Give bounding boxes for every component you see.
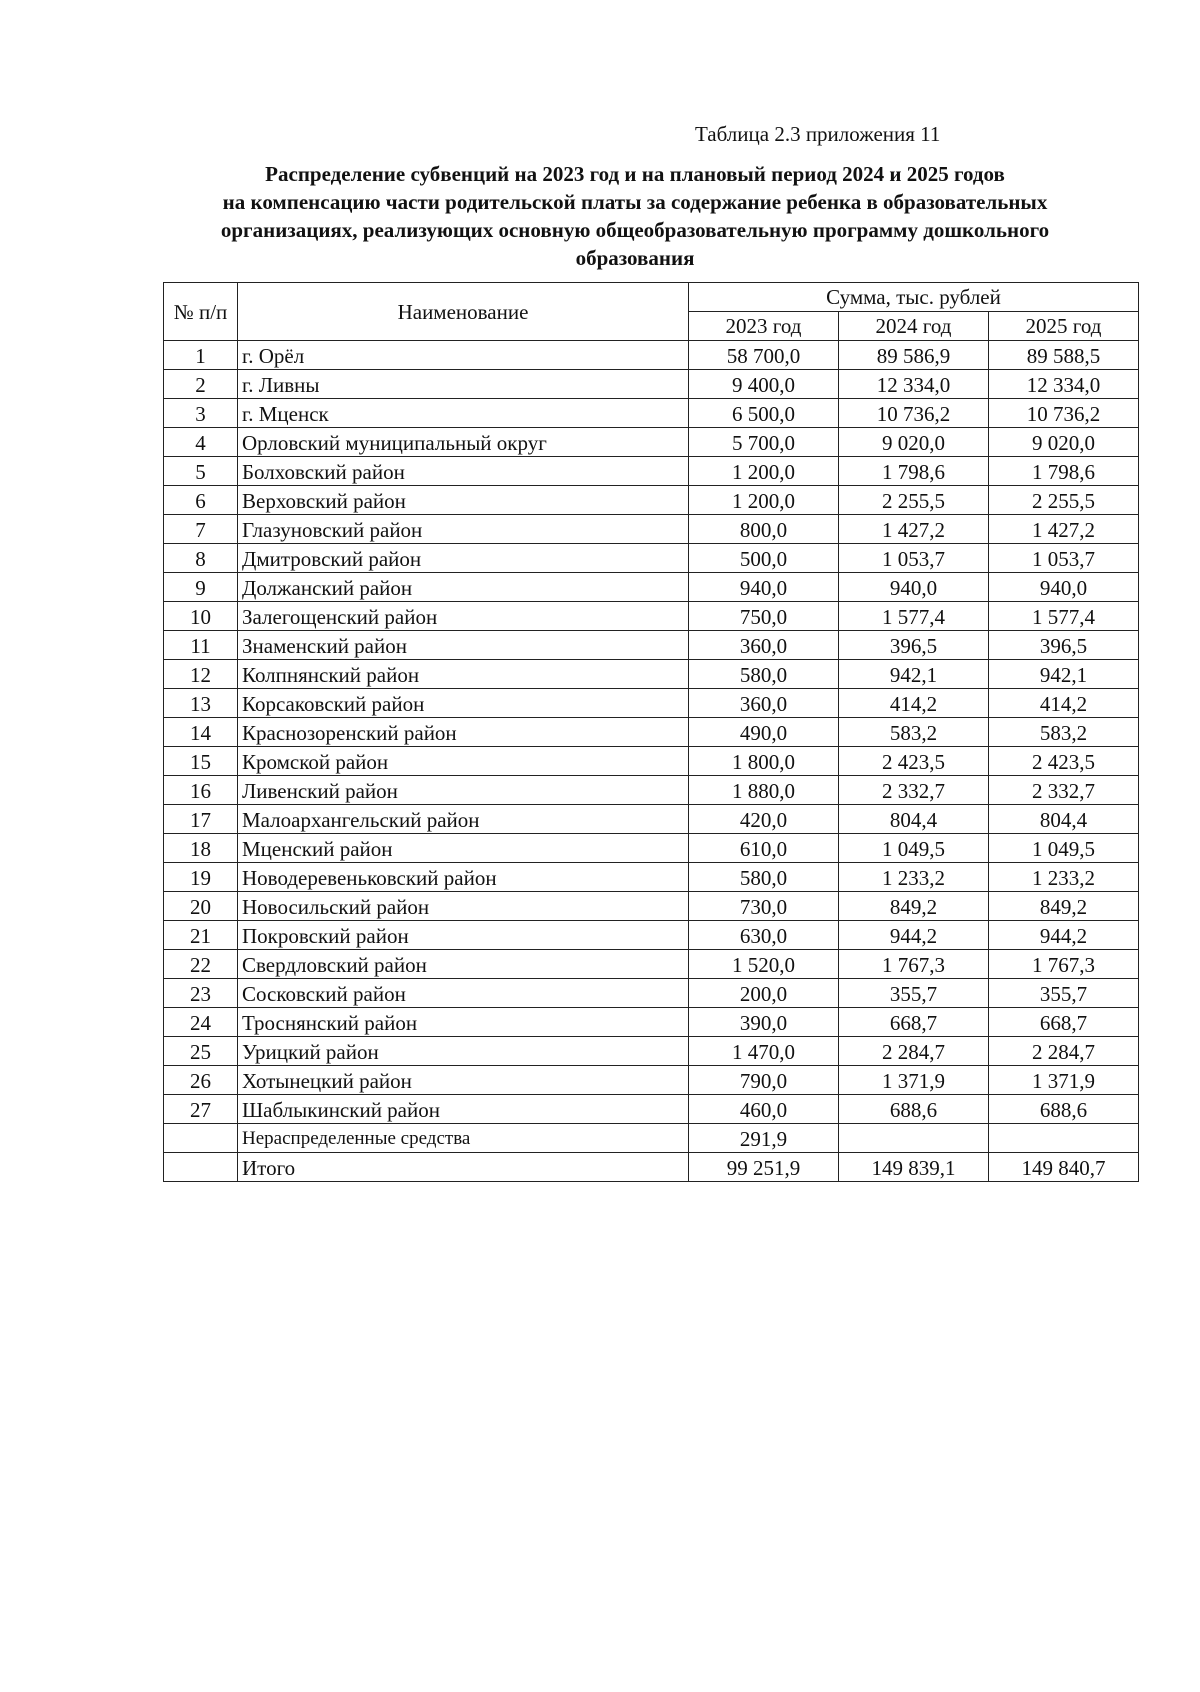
row-value-2025: 414,2 xyxy=(989,689,1139,718)
row-number: 26 xyxy=(164,1066,238,1095)
row-value-2025: 12 334,0 xyxy=(989,370,1139,399)
table-row xyxy=(164,1008,1139,1037)
table-row xyxy=(164,544,1139,573)
row-value-2024: 1 577,4 xyxy=(839,602,989,631)
row-value-2023: 360,0 xyxy=(689,689,839,718)
row-value-2024: 12 334,0 xyxy=(839,370,989,399)
row-value-2024: 396,5 xyxy=(839,631,989,660)
row-number: 8 xyxy=(164,544,238,573)
row-name: Сосковский район xyxy=(238,979,689,1008)
table-row xyxy=(164,834,1139,863)
row-number: 14 xyxy=(164,718,238,747)
row-name: Новодеревеньковский район xyxy=(238,863,689,892)
row-value-2023: 58 700,0 xyxy=(689,341,839,370)
row-value-2024: 9 020,0 xyxy=(839,428,989,457)
table-body xyxy=(164,341,1139,1182)
header-number: № п/п xyxy=(164,283,238,341)
row-value-2025: 9 020,0 xyxy=(989,428,1139,457)
row-number: 21 xyxy=(164,921,238,950)
row-name: Хотынецкий район xyxy=(238,1066,689,1095)
table-row xyxy=(164,979,1139,1008)
row-number: 15 xyxy=(164,747,238,776)
row-name: Верховский район xyxy=(238,486,689,515)
table-row xyxy=(164,921,1139,950)
row-value-2023: 580,0 xyxy=(689,863,839,892)
row-value-2024: 942,1 xyxy=(839,660,989,689)
row-value-2024: 1 053,7 xyxy=(839,544,989,573)
row-value-2023: 500,0 xyxy=(689,544,839,573)
row-name: Глазуновский район xyxy=(238,515,689,544)
row-value-2023: 1 800,0 xyxy=(689,747,839,776)
row-value-2025: 1 798,6 xyxy=(989,457,1139,486)
title-line: образования xyxy=(575,246,695,270)
row-number: 17 xyxy=(164,805,238,834)
row-number: 5 xyxy=(164,457,238,486)
row-name: г. Мценск xyxy=(238,399,689,428)
title-line: Распределение субвенций на 2023 год и на плановый период 2024 и 2025 годов xyxy=(265,162,1005,186)
row-value-2025: 1 233,2 xyxy=(989,863,1139,892)
unallocated-value-2025 xyxy=(989,1124,1139,1153)
row-value-2024: 2 332,7 xyxy=(839,776,989,805)
row-value-2023: 610,0 xyxy=(689,834,839,863)
header-year-2024: 2024 год xyxy=(839,312,989,341)
row-name: Покровский район xyxy=(238,921,689,950)
table-row xyxy=(164,1037,1139,1066)
row-value-2023: 490,0 xyxy=(689,718,839,747)
table-row xyxy=(164,602,1139,631)
row-value-2025: 1 427,2 xyxy=(989,515,1139,544)
table-row xyxy=(164,1066,1139,1095)
row-value-2023: 5 700,0 xyxy=(689,428,839,457)
row-value-2023: 580,0 xyxy=(689,660,839,689)
row-name: Кромской район xyxy=(238,747,689,776)
row-value-2024: 849,2 xyxy=(839,892,989,921)
row-name: Знаменский район xyxy=(238,631,689,660)
row-number: 25 xyxy=(164,1037,238,1066)
row-name: Свердловский район xyxy=(238,950,689,979)
row-name: Дмитровский район xyxy=(238,544,689,573)
row-value-2023: 730,0 xyxy=(689,892,839,921)
row-value-2024: 2 423,5 xyxy=(839,747,989,776)
row-value-2025: 1 767,3 xyxy=(989,950,1139,979)
row-value-2025: 944,2 xyxy=(989,921,1139,950)
row-value-2023: 790,0 xyxy=(689,1066,839,1095)
title-line: на компенсацию части родительской платы за содержание ребенка в образовательных xyxy=(222,190,1048,214)
row-value-2024: 1 427,2 xyxy=(839,515,989,544)
row-name: Краснозоренский район xyxy=(238,718,689,747)
header-name: Наименование xyxy=(238,283,689,341)
row-number: 16 xyxy=(164,776,238,805)
table-row xyxy=(164,950,1139,979)
table-row xyxy=(164,689,1139,718)
row-value-2023: 460,0 xyxy=(689,1095,839,1124)
row-value-2024: 1 049,5 xyxy=(839,834,989,863)
document-title xyxy=(150,160,1120,272)
table-row xyxy=(164,370,1139,399)
row-value-2023: 1 520,0 xyxy=(689,950,839,979)
table-row xyxy=(164,457,1139,486)
row-number: 23 xyxy=(164,979,238,1008)
total-name: Итого xyxy=(238,1153,689,1182)
row-value-2023: 1 880,0 xyxy=(689,776,839,805)
row-number: 13 xyxy=(164,689,238,718)
row-number: 18 xyxy=(164,834,238,863)
row-number xyxy=(164,1124,238,1153)
row-number: 3 xyxy=(164,399,238,428)
table-row xyxy=(164,399,1139,428)
table-row xyxy=(164,428,1139,457)
row-value-2024: 583,2 xyxy=(839,718,989,747)
row-value-2025: 1 371,9 xyxy=(989,1066,1139,1095)
unallocated-name: Нераспределенные средства xyxy=(238,1124,689,1153)
row-name: г. Ливны xyxy=(238,370,689,399)
table-reference: Таблица 2.3 приложения 11 xyxy=(695,122,941,146)
header-sum: Сумма, тыс. рублей xyxy=(689,283,1139,312)
row-number: 22 xyxy=(164,950,238,979)
row-value-2025: 2 423,5 xyxy=(989,747,1139,776)
row-value-2024: 1 371,9 xyxy=(839,1066,989,1095)
table-row xyxy=(164,515,1139,544)
table-row xyxy=(164,863,1139,892)
row-value-2024: 804,4 xyxy=(839,805,989,834)
row-number: 10 xyxy=(164,602,238,631)
row-name: Залегощенский район xyxy=(238,602,689,631)
table-row xyxy=(164,573,1139,602)
row-value-2024: 1 798,6 xyxy=(839,457,989,486)
row-value-2024: 944,2 xyxy=(839,921,989,950)
row-value-2023: 200,0 xyxy=(689,979,839,1008)
row-number: 24 xyxy=(164,1008,238,1037)
row-number xyxy=(164,1153,238,1182)
row-value-2024: 940,0 xyxy=(839,573,989,602)
row-value-2023: 750,0 xyxy=(689,602,839,631)
header-year-2023: 2023 год xyxy=(689,312,839,341)
row-value-2024: 668,7 xyxy=(839,1008,989,1037)
total-row xyxy=(164,1153,1139,1182)
row-name: Ливенский район xyxy=(238,776,689,805)
row-value-2024: 1 767,3 xyxy=(839,950,989,979)
row-value-2025: 804,4 xyxy=(989,805,1139,834)
row-name: Корсаковский район xyxy=(238,689,689,718)
row-value-2024: 355,7 xyxy=(839,979,989,1008)
row-value-2024: 2 255,5 xyxy=(839,486,989,515)
table-row xyxy=(164,747,1139,776)
row-value-2023: 9 400,0 xyxy=(689,370,839,399)
row-name: Орловский муниципальный округ xyxy=(238,428,689,457)
table-row xyxy=(164,486,1139,515)
row-value-2023: 390,0 xyxy=(689,1008,839,1037)
row-value-2025: 849,2 xyxy=(989,892,1139,921)
row-value-2023: 360,0 xyxy=(689,631,839,660)
subvention-table xyxy=(163,282,1139,1182)
row-value-2023: 1 200,0 xyxy=(689,486,839,515)
row-value-2023: 420,0 xyxy=(689,805,839,834)
row-value-2023: 1 470,0 xyxy=(689,1037,839,1066)
row-number: 27 xyxy=(164,1095,238,1124)
row-number: 9 xyxy=(164,573,238,602)
row-value-2023: 940,0 xyxy=(689,573,839,602)
row-value-2025: 396,5 xyxy=(989,631,1139,660)
row-value-2024: 10 736,2 xyxy=(839,399,989,428)
row-name: г. Орёл xyxy=(238,341,689,370)
row-value-2025: 2 284,7 xyxy=(989,1037,1139,1066)
row-value-2025: 583,2 xyxy=(989,718,1139,747)
row-value-2025: 1 577,4 xyxy=(989,602,1139,631)
row-value-2024: 89 586,9 xyxy=(839,341,989,370)
row-value-2025: 89 588,5 xyxy=(989,341,1139,370)
row-value-2025: 668,7 xyxy=(989,1008,1139,1037)
row-value-2025: 1 053,7 xyxy=(989,544,1139,573)
unallocated-value-2023: 291,9 xyxy=(689,1124,839,1153)
row-value-2024: 1 233,2 xyxy=(839,863,989,892)
header-year-2025: 2025 год xyxy=(989,312,1139,341)
table-row xyxy=(164,1095,1139,1124)
table-row xyxy=(164,776,1139,805)
unallocated-row xyxy=(164,1124,1139,1153)
row-value-2025: 2 255,5 xyxy=(989,486,1139,515)
row-name: Малоархангельский район xyxy=(238,805,689,834)
row-value-2025: 688,6 xyxy=(989,1095,1139,1124)
row-value-2023: 6 500,0 xyxy=(689,399,839,428)
row-value-2025: 2 332,7 xyxy=(989,776,1139,805)
row-number: 4 xyxy=(164,428,238,457)
row-name: Урицкий район xyxy=(238,1037,689,1066)
table-row xyxy=(164,660,1139,689)
row-value-2024: 688,6 xyxy=(839,1095,989,1124)
row-name: Шаблыкинский район xyxy=(238,1095,689,1124)
row-number: 6 xyxy=(164,486,238,515)
row-name: Колпнянский район xyxy=(238,660,689,689)
row-number: 2 xyxy=(164,370,238,399)
row-number: 7 xyxy=(164,515,238,544)
table-row xyxy=(164,892,1139,921)
total-value-2023: 99 251,9 xyxy=(689,1153,839,1182)
row-number: 19 xyxy=(164,863,238,892)
row-value-2025: 942,1 xyxy=(989,660,1139,689)
unallocated-value-2024 xyxy=(839,1124,989,1153)
row-value-2024: 414,2 xyxy=(839,689,989,718)
row-name: Болховский район xyxy=(238,457,689,486)
row-number: 20 xyxy=(164,892,238,921)
row-value-2025: 940,0 xyxy=(989,573,1139,602)
row-number: 1 xyxy=(164,341,238,370)
row-name: Троснянский район xyxy=(238,1008,689,1037)
table-row xyxy=(164,631,1139,660)
row-value-2025: 1 049,5 xyxy=(989,834,1139,863)
table-row xyxy=(164,805,1139,834)
row-name: Должанский район xyxy=(238,573,689,602)
title-line: организациях, реализующих основную общеобразовательную программу дошкольного xyxy=(220,218,1050,242)
row-number: 11 xyxy=(164,631,238,660)
row-value-2023: 630,0 xyxy=(689,921,839,950)
total-value-2024: 149 839,1 xyxy=(839,1153,989,1182)
row-name: Мценский район xyxy=(238,834,689,863)
row-value-2023: 1 200,0 xyxy=(689,457,839,486)
row-value-2025: 10 736,2 xyxy=(989,399,1139,428)
table-row xyxy=(164,718,1139,747)
row-name: Новосильский район xyxy=(238,892,689,921)
row-number: 12 xyxy=(164,660,238,689)
row-value-2024: 2 284,7 xyxy=(839,1037,989,1066)
table-row xyxy=(164,341,1139,370)
row-value-2025: 355,7 xyxy=(989,979,1139,1008)
total-value-2025: 149 840,7 xyxy=(989,1153,1139,1182)
row-value-2023: 800,0 xyxy=(689,515,839,544)
